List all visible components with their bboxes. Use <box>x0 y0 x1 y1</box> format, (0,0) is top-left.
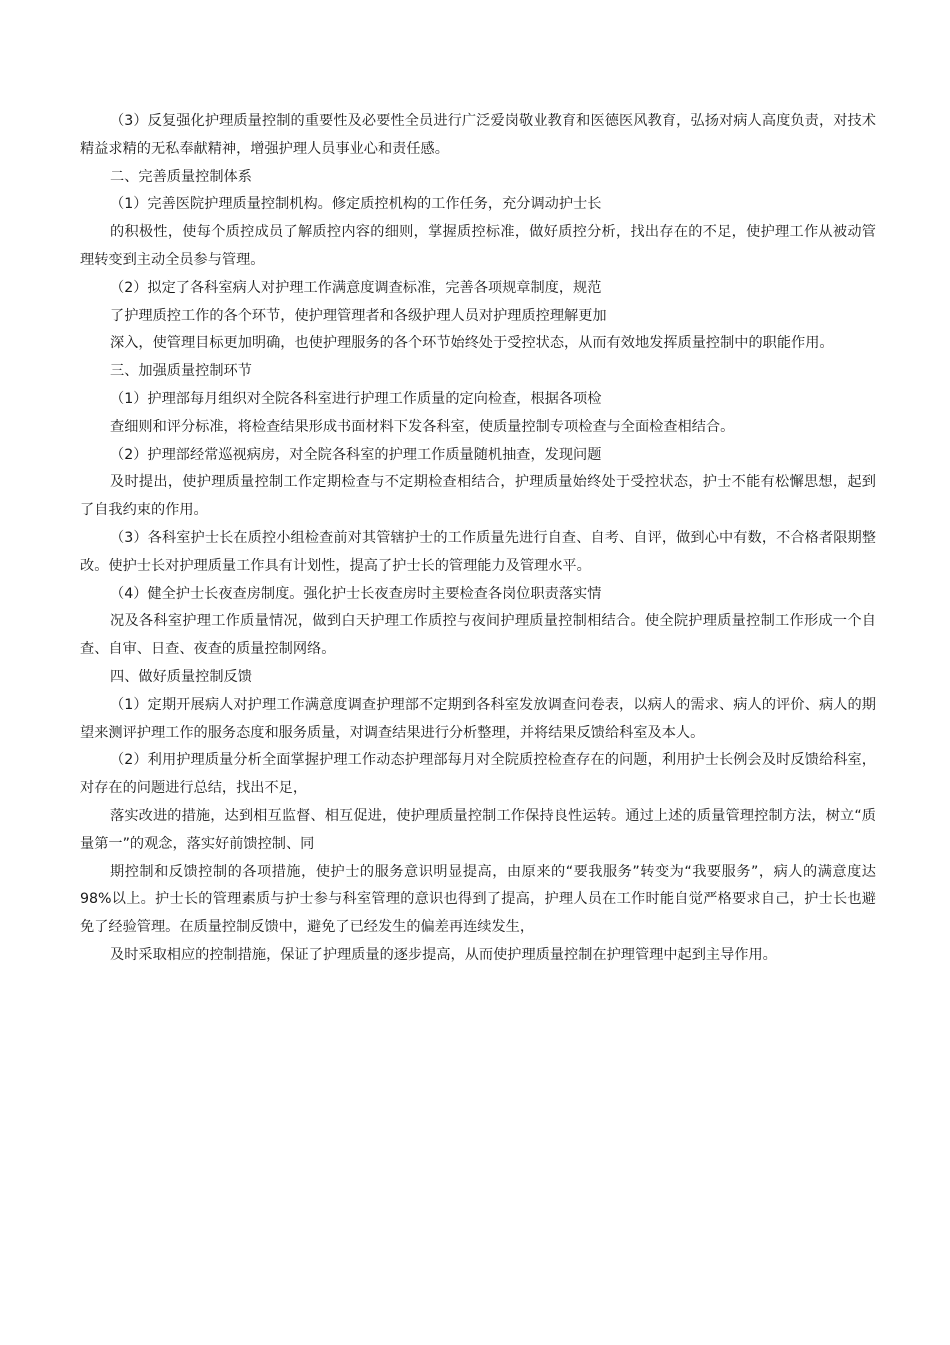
paragraph: 的积极性，使每个质控成员了解质控内容的细则，掌握质控标准，做好质控分析，找出存在的不足，使护理工作从被动管理转变到主动全员参与管理。 <box>80 224 876 268</box>
section-heading: 四、做好质量控制反馈 <box>110 668 252 685</box>
paragraph: （3）各科室护士长在质控小组检查前对其管辖护士的工作质量先进行自查、自考、自评，做到心中有数，不合格者限期整改。使护士长对护理质量工作具有计划性，提高了护士长的管理能力及管理水平。 <box>80 529 876 574</box>
paragraph: 落实改进的措施，达到相互监督、相互促进，使护理质量控制工作保持良性运转。通过上述的质量管理控制方法，树立“质量第一”的观念，落实好前馈控制、同 <box>80 807 876 852</box>
paragraph: （4）健全护士长夜查房制度。强化护士长夜查房时主要检查各岗位职责落实情 <box>110 585 602 602</box>
section-heading: 三、加强质量控制环节 <box>110 363 252 380</box>
paragraph: （3）反复强化护理质量控制的重要性及必要性全员进行广泛爱岗敬业教育和医德医风教育，弘扬对病人高度负责，对技术精益求精的无私奉献精神，增强护理人员事业心和责任感。 <box>80 113 876 157</box>
paragraph: 及时采取相应的控制措施，保证了护理质量的逐步提高，从而使护理质量控制在护理管理中起到主导作用。 <box>110 946 777 963</box>
paragraph: 深入，使管理目标更加明确，也使护理服务的各个环节始终处于受控状态，从而有效地发挥质量控制中的职能作用。 <box>110 335 834 352</box>
paragraph: （2）护理部经常巡视病房，对全院各科室的护理工作质量随机抽查，发现问题 <box>110 446 602 463</box>
paragraph: 期控制和反馈控制的各项措施，使护士的服务意识明显提高，由原来的“要我服务”转变为“我要服务”，病人的满意度达 98%以上。护士长的管理素质与护士参与科室管理的意识也得到了提高，护理人员在工作时能自觉严格要求自己，护士长也避免了经验管理。在质量控制反馈中，避免了已经发生的偏差再连续发生， <box>80 863 876 936</box>
document-body <box>80 108 876 970</box>
paragraph: 及时提出，使护理质量控制工作定期检查与不定期检查相结合，护理质量始终处于受控状态，护士不能有松懈思想，起到了自我约束的作用。 <box>80 474 876 519</box>
paragraph: 了护理质控工作的各个环节，使护理管理者和各级护理人员对护理质控理解更加 <box>110 307 607 324</box>
section-heading: 二、完善质量控制体系 <box>110 168 252 185</box>
paragraph: （1）完善医院护理质量控制机构。修定质控机构的工作任务，充分调动护士长 <box>110 196 602 213</box>
paragraph: 查细则和评分标准，将检查结果形成书面材料下发各科室，使质量控制专项检查与全面检查相结合。 <box>110 418 735 435</box>
paragraph: （1）定期开展病人对护理工作满意度调查护理部不定期到各科室发放调查问卷表，以病人的需求、病人的评价、病人的期望来测评护理工作的服务态度和服务质量，对调查结果进行分析整理，并将结果反馈给科室及本人。 <box>80 696 876 741</box>
paragraph: （2）利用护理质量分析全面掌握护理工作动态护理部每月对全院质控检查存在的问题，利用护士长例会及时反馈给科室，对存在的问题进行总结，找出不足， <box>80 752 876 797</box>
paragraph: （2）拟定了各科室病人对护理工作满意度调查标准，完善各项规章制度，规范 <box>110 279 602 296</box>
paragraph: （1）护理部每月组织对全院各科室进行护理工作质量的定向检查，根据各项检 <box>110 390 602 407</box>
paragraph: 况及各科室护理工作质量情况，做到白天护理工作质控与夜间护理质量控制相结合。使全院护理质量控制工作形成一个自查、自审、日查、夜查的质量控制网络。 <box>80 613 876 658</box>
